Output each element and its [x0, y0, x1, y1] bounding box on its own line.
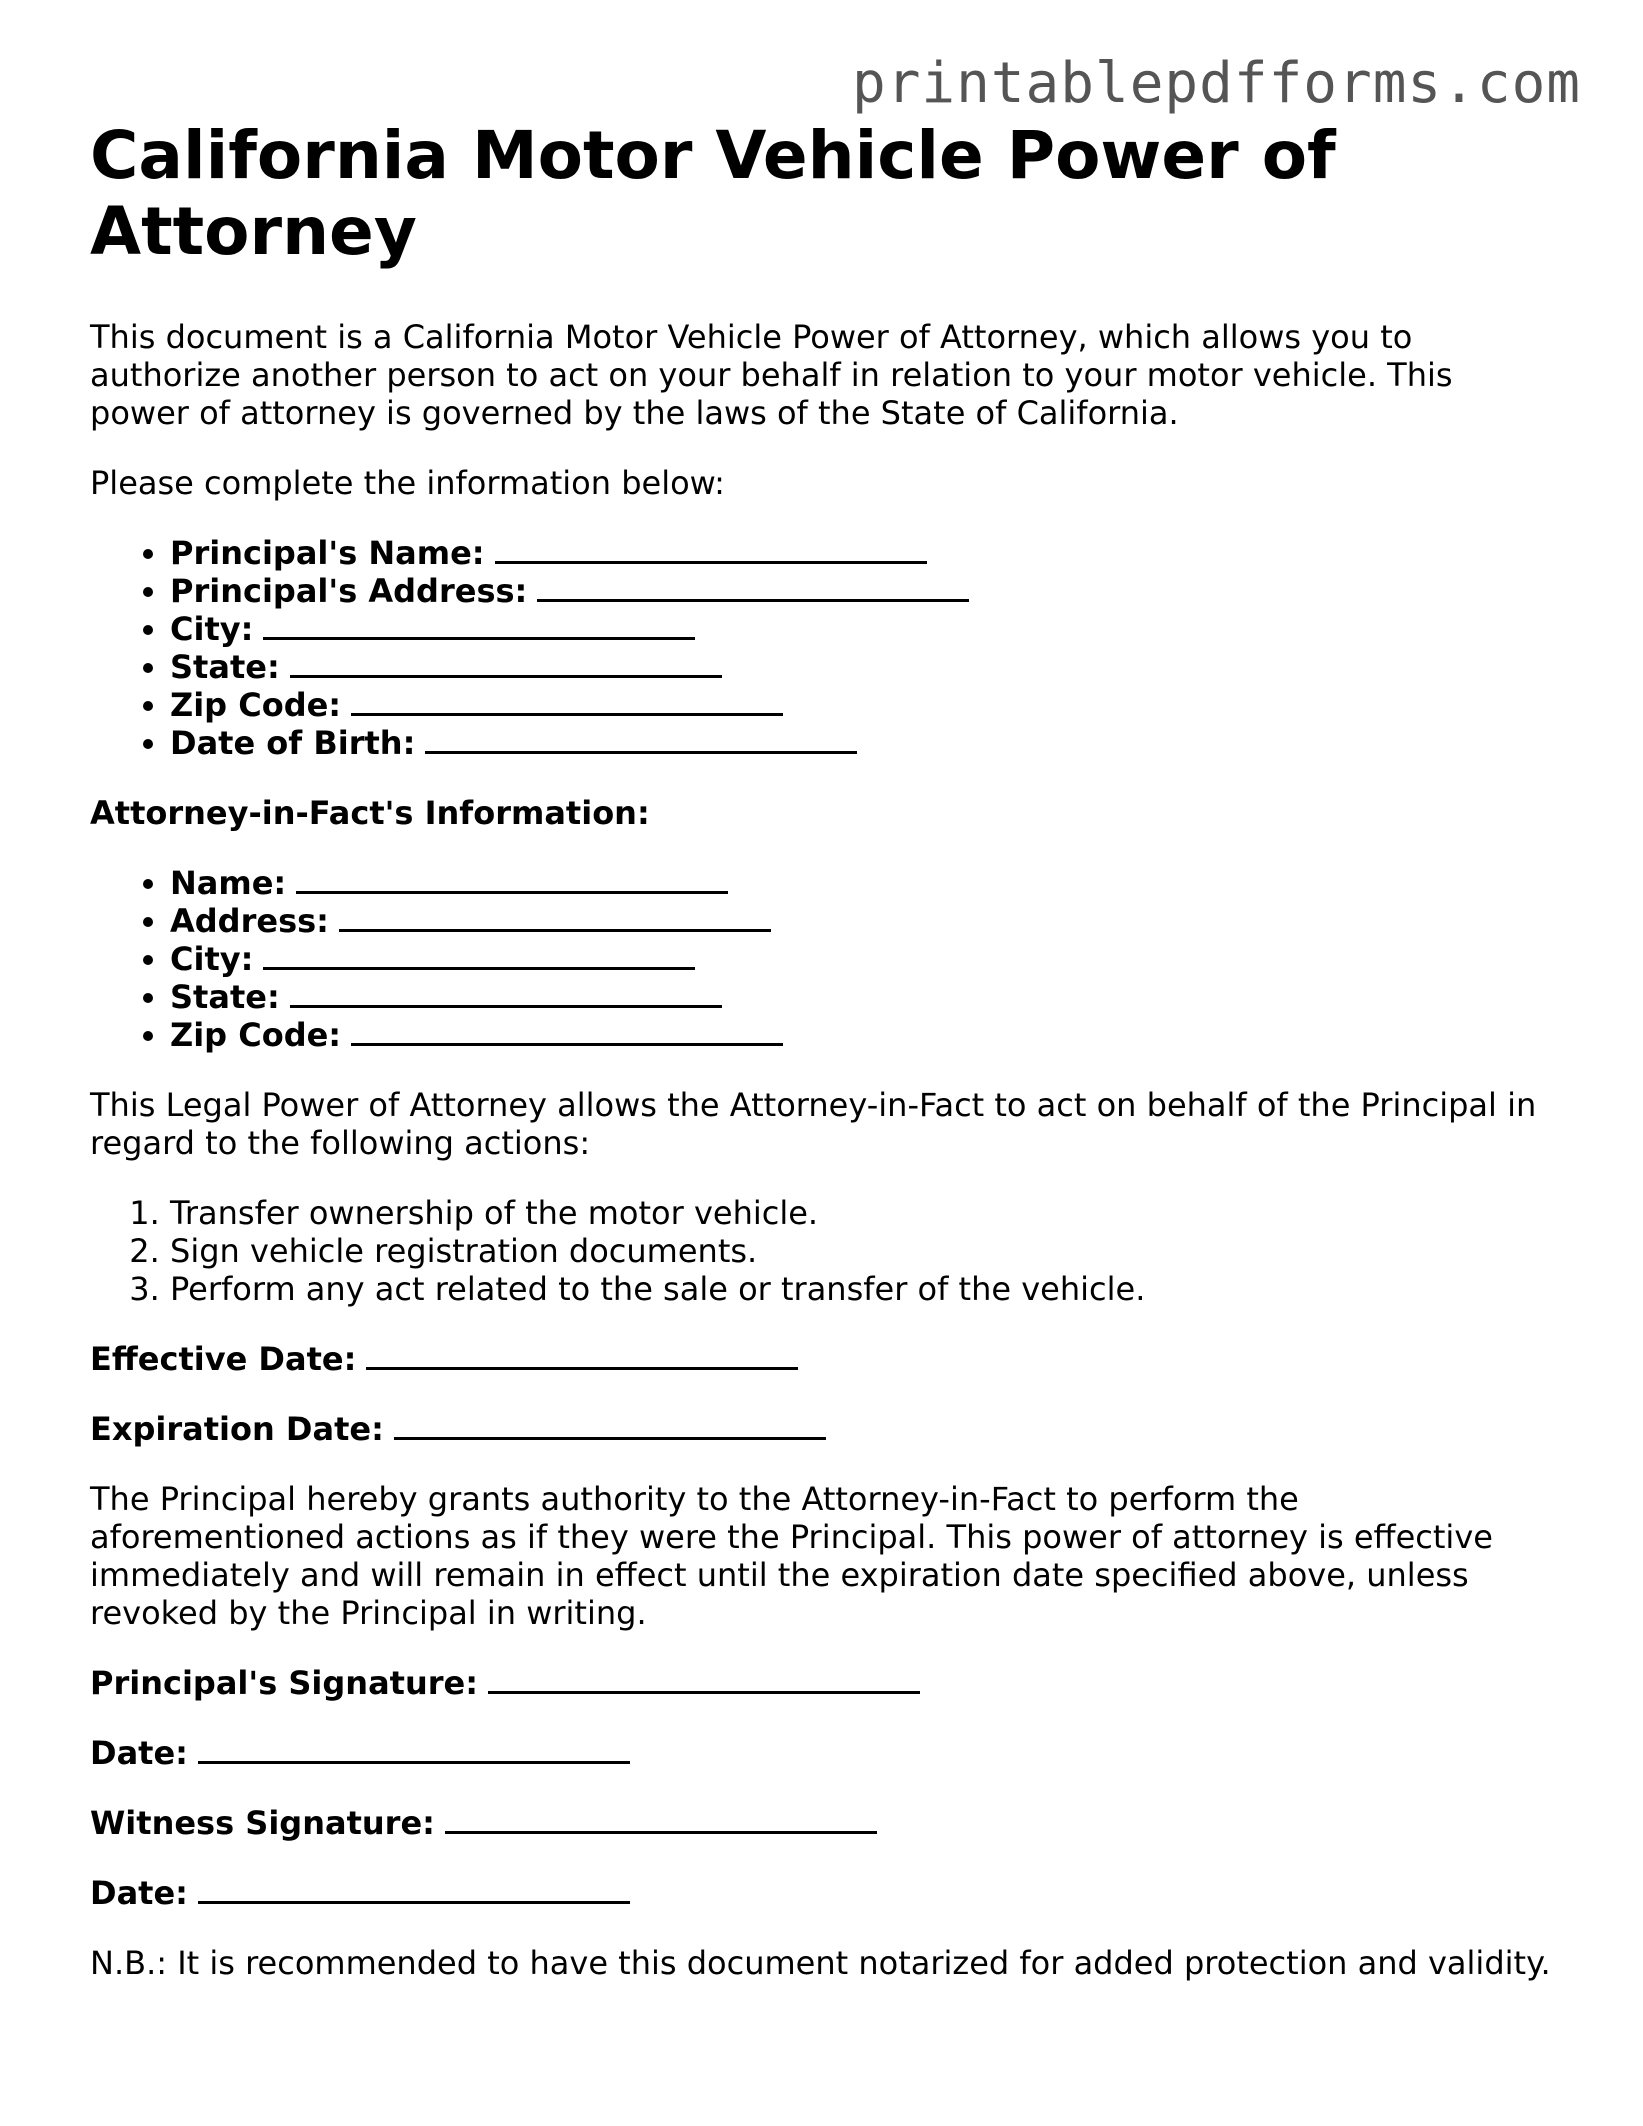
list-item — [170, 864, 1560, 902]
list-item — [170, 610, 1560, 648]
notarization-note: N.B.: It is recommended to have this document notarized for added protection and validity. — [90, 1944, 1551, 1982]
field-label: Zip Code: — [170, 686, 342, 724]
witness-date-label: Date: — [90, 1874, 188, 1912]
list-item — [170, 572, 1560, 610]
list-item — [170, 686, 1560, 724]
principal-date-label: Date: — [90, 1734, 188, 1772]
field-label: City: — [170, 610, 254, 648]
list-item — [170, 724, 1560, 762]
field-label: Principal's Address: — [170, 572, 528, 610]
witness-signature-row — [90, 1804, 1560, 1842]
attorney-city-field[interactable] — [263, 941, 695, 970]
field-label: State: — [170, 648, 280, 686]
principal-dob-field[interactable] — [425, 725, 857, 754]
principal-fields-list — [90, 534, 1560, 762]
field-label: State: — [170, 978, 280, 1016]
field-label: Principal's Name: — [170, 534, 485, 572]
field-label: City: — [170, 940, 254, 978]
field-label: Zip Code: — [170, 1016, 342, 1054]
principal-zip-field[interactable] — [351, 687, 783, 716]
principal-city-field[interactable] — [263, 611, 695, 640]
list-item — [170, 902, 1560, 940]
witness-date-row — [90, 1874, 1560, 1912]
principal-date-field[interactable] — [198, 1735, 630, 1764]
witness-signature-label: Witness Signature: — [90, 1804, 435, 1842]
principal-name-field[interactable] — [495, 535, 927, 564]
witness-date-field[interactable] — [198, 1875, 630, 1904]
expiration-date-field[interactable] — [394, 1411, 826, 1440]
intro-paragraph: This document is a California Motor Vehicle Power of Attorney, which allows you to authorize another person to act on your behalf in relation to your motor vehicle. This power of attorney is governed by the laws of the State of California. — [90, 318, 1453, 432]
grant-paragraph: The Principal hereby grants authority to the Attorney-in-Fact to perform the aforementioned actions as if they were the Principal. This power of attorney is effective immediately and will remain in effect until the expiration date specified above, unless revoked by the Principal in writing. — [90, 1480, 1493, 1632]
attorney-zip-field[interactable] — [351, 1017, 783, 1046]
field-label: Name: — [170, 864, 287, 902]
watermark: printablepdfforms.com — [851, 51, 1581, 116]
attorney-address-field[interactable] — [339, 903, 771, 932]
attorney-heading: Attorney-in-Fact's Information: — [90, 794, 650, 832]
actions-list — [90, 1194, 1560, 1308]
list-item — [170, 648, 1560, 686]
principal-address-field[interactable] — [537, 573, 969, 602]
document-page — [90, 118, 1560, 2014]
principal-date-row — [90, 1734, 1560, 1772]
attorney-name-field[interactable] — [296, 865, 728, 894]
actions-intro: This Legal Power of Attorney allows the Attorney-in-Fact to act on behalf of the Principal in regard to the following actions: — [90, 1086, 1537, 1162]
effective-date-label: Effective Date: — [90, 1340, 357, 1378]
field-label: Date of Birth: — [170, 724, 416, 762]
list-item — [170, 1016, 1560, 1054]
list-item — [170, 978, 1560, 1016]
witness-signature-field[interactable] — [445, 1805, 877, 1834]
instruction-text: Please complete the information below: — [90, 464, 725, 502]
list-item: 3. Perform any act related to the sale or transfer of the vehicle. — [170, 1270, 1560, 1308]
list-item: 2. Sign vehicle registration documents. — [170, 1232, 1560, 1270]
list-item — [170, 534, 1560, 572]
expiration-date-label: Expiration Date: — [90, 1410, 384, 1448]
page-title: California Motor Vehicle Power of Attorney — [90, 117, 1336, 270]
effective-date-row — [90, 1340, 1560, 1378]
field-label: Address: — [170, 902, 329, 940]
attorney-state-field[interactable] — [290, 979, 722, 1008]
list-item — [170, 940, 1560, 978]
attorney-fields-list — [90, 864, 1560, 1054]
effective-date-field[interactable] — [366, 1341, 798, 1370]
principal-signature-field[interactable] — [488, 1665, 920, 1694]
principal-state-field[interactable] — [290, 649, 722, 678]
principal-signature-row — [90, 1664, 1560, 1702]
principal-signature-label: Principal's Signature: — [90, 1664, 479, 1702]
expiration-date-row — [90, 1410, 1560, 1448]
list-item: 1. Transfer ownership of the motor vehicle. — [170, 1194, 1560, 1232]
